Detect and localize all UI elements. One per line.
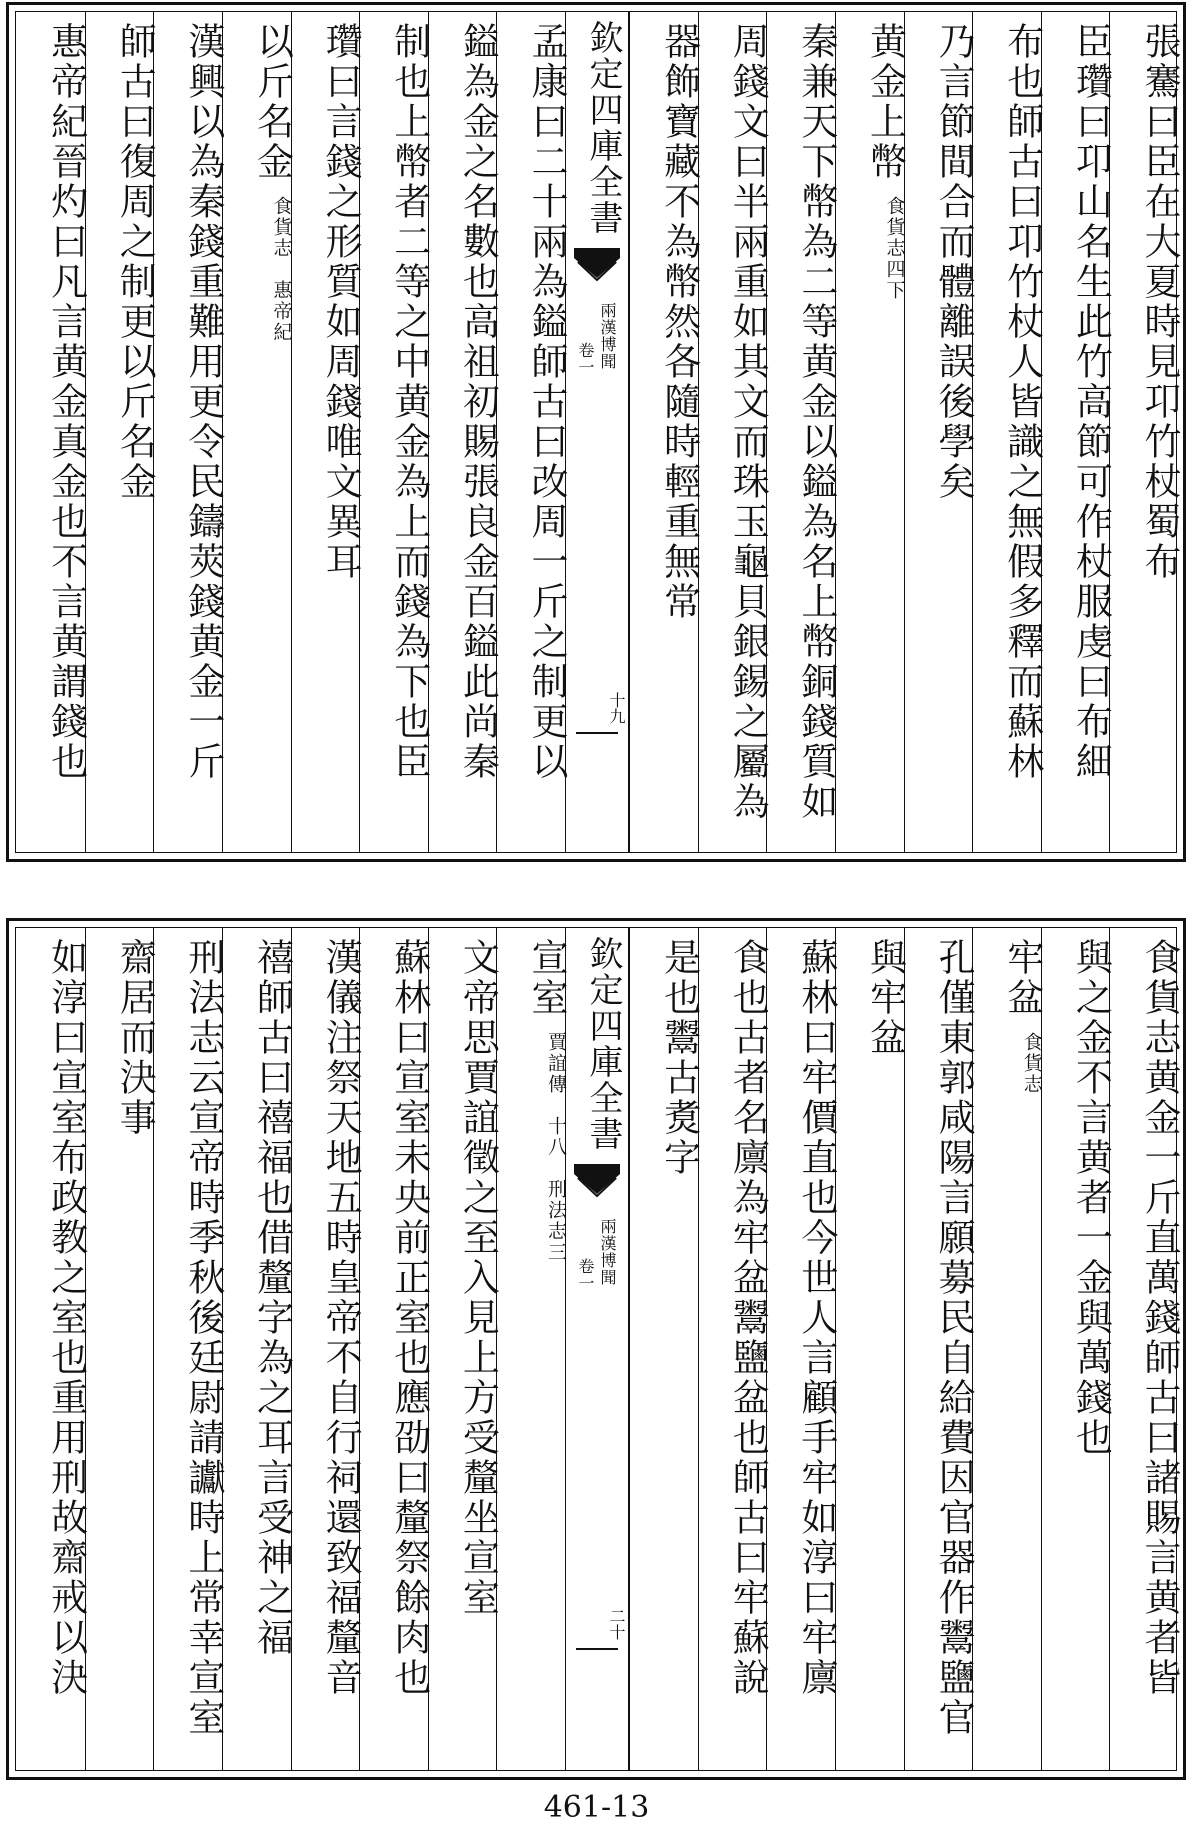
book-title: 兩漢博聞 (598, 302, 617, 370)
volume-label: 卷一 (576, 1258, 595, 1292)
page-bottom-left-column-5 (222, 928, 294, 1770)
page-bottom-right-column-6 (766, 928, 838, 1770)
page-top (6, 2, 1186, 862)
collection-title: 欽定四庫全書 (583, 936, 623, 1152)
page-bottom-right-column-4 (904, 928, 976, 1770)
source-annotation: 食貨志 惠帝紀 (270, 196, 293, 343)
page-number-footer: 461-13 (543, 1790, 650, 1825)
column-text: 是也鬻古煑字 (657, 938, 701, 1178)
column-text: 黄金上幣 (863, 22, 907, 182)
column-text: 器飾寶藏不為幣然各隨時輕重無常 (657, 22, 701, 622)
collection-title: 欽定四庫全書 (583, 20, 623, 236)
column-text: 與之金不言黄者一金與萬錢也 (1069, 938, 1113, 1458)
column-text: 文帝思賈誼徵之至入見上方受釐坐宣室 (456, 938, 500, 1618)
column-text: 齋居而決事 (113, 938, 157, 1138)
column-text: 食也古者名廪為牢盆鬻鹽盆也師古曰牢蘇說 (726, 938, 770, 1698)
page-top-left-column-8 (16, 12, 88, 852)
column-text: 乃言節間合而體離誤後學矣 (932, 22, 976, 502)
column-text: 制也上幣者二等之中黄金為上而錢為下也臣 (387, 22, 431, 782)
column-text: 周錢文曰半兩重如其文而珠玉龜貝銀錫之屬為 (726, 22, 770, 822)
fishtail-mark (574, 1164, 620, 1198)
page-top-left-column-5 (222, 12, 294, 852)
column-text: 刑法志云宣帝時季秋後廷尉請讞時上常幸宣室 (181, 938, 225, 1738)
page-bottom-left-column-8 (16, 928, 88, 1770)
page-top-right-column-2 (1041, 12, 1113, 852)
fold-line (576, 732, 618, 734)
page-bottom-right-column-1 (1109, 928, 1181, 1770)
page-top-left-column-3 (359, 12, 431, 852)
page-bottom-left-column-3 (359, 928, 431, 1770)
column-text: 鎰為金之名數也高祖初賜張良金百鎰此尚秦 (456, 22, 500, 782)
fishtail-mark (574, 248, 620, 282)
column-text: 以斤名金 (250, 22, 294, 182)
column-text: 蘇林曰宣室未央前正室也應劭曰釐祭餘肉也 (387, 938, 431, 1698)
page-top-left-column-6 (153, 12, 225, 852)
column-text: 臣瓚曰卭山名生此竹高節可作杖服虔曰布細 (1069, 22, 1113, 782)
page-bottom-left-column-6 (153, 928, 225, 1770)
page-top-right-column-7 (698, 12, 770, 852)
page-top-right-column-1 (1109, 12, 1181, 852)
page-top-left-column-4 (291, 12, 363, 852)
page-top-left-column-7 (85, 12, 157, 852)
page-bottom-left-column-7 (85, 928, 157, 1770)
page-top-left-column-2 (428, 12, 500, 852)
column-text: 瓚曰言錢之形質如周錢唯文異耳 (319, 22, 363, 582)
page-top-right-column-4 (904, 12, 976, 852)
book-title: 兩漢博聞 (598, 1218, 617, 1286)
column-text: 食貨志黄金一斤直萬錢師古曰諸賜言黄者皆 (1138, 938, 1181, 1698)
column-text: 漢儀注祭天地五時皇帝不自行祠還致福釐音 (319, 938, 363, 1698)
folio-number: 十九 (607, 692, 626, 724)
column-text: 牢盆 (1000, 938, 1044, 1018)
column-text: 孟康曰二十兩為鎰師古曰改周一斤之制更以 (525, 22, 568, 782)
page-top-right-column-6 (766, 12, 838, 852)
column-text: 張騫曰臣在大夏時見卭竹杖蜀布 (1138, 22, 1181, 582)
column-text: 布也師古曰卭竹杖人皆識之無假多釋而蘇林 (1000, 22, 1044, 782)
page-bottom-right-column-5 (835, 928, 907, 1770)
source-annotation: 食貨志四下 (883, 196, 906, 301)
column-text: 孔僅東郭咸陽言願募民自給費因官器作鬻鹽官 (932, 938, 976, 1738)
column-text: 師古曰復周之制更以斤名金 (113, 22, 157, 502)
column-text: 惠帝紀晉灼曰凡言黄金真金也不言黄謂錢也 (44, 22, 88, 782)
volume-label: 卷一 (576, 342, 595, 376)
fold-line (576, 1648, 618, 1650)
column-text: 蘇林曰牢價直也今世人言顧手牢如淳曰牢廪 (794, 938, 838, 1698)
column-text: 如淳曰宣室布政教之室也重用刑故齋戒以決 (44, 938, 88, 1698)
column-text: 禧師古曰禧福也借釐字為之耳言受神之福 (250, 938, 294, 1658)
page-top-center-fold (565, 12, 629, 852)
source-annotation: 賈誼傳 十八 刑法志三 (545, 1032, 567, 1263)
page-top-frame (15, 11, 1181, 853)
column-text: 與牢盆 (863, 938, 907, 1058)
page-bottom-center-fold (565, 928, 629, 1770)
page-bottom-left-column-1 (496, 928, 568, 1770)
page-top-right-column-8 (629, 12, 701, 852)
page-bottom-right-column-7 (698, 928, 770, 1770)
column-text: 秦兼天下幣為二等黄金以鎰為名上幣銅錢質如 (794, 22, 838, 822)
page-top-left-column-1 (496, 12, 568, 852)
column-text: 宣室 (525, 938, 568, 1018)
column-text: 漢興以為秦錢重難用更令民鑄莢錢黄金一斤 (181, 22, 225, 782)
page-bottom-right-column-2 (1041, 928, 1113, 1770)
page-top-right-column-5 (835, 12, 907, 852)
page-bottom-right-column-3 (972, 928, 1044, 1770)
page-bottom-frame (15, 927, 1181, 1771)
folio-number: 二十 (607, 1608, 626, 1640)
page-bottom-left-column-4 (291, 928, 363, 1770)
page-bottom-right-column-8 (629, 928, 701, 1770)
source-annotation: 食貨志 (1020, 1032, 1043, 1095)
page-top-right-column-3 (972, 12, 1044, 852)
page-bottom-left-column-2 (428, 928, 500, 1770)
page-bottom (6, 918, 1186, 1780)
